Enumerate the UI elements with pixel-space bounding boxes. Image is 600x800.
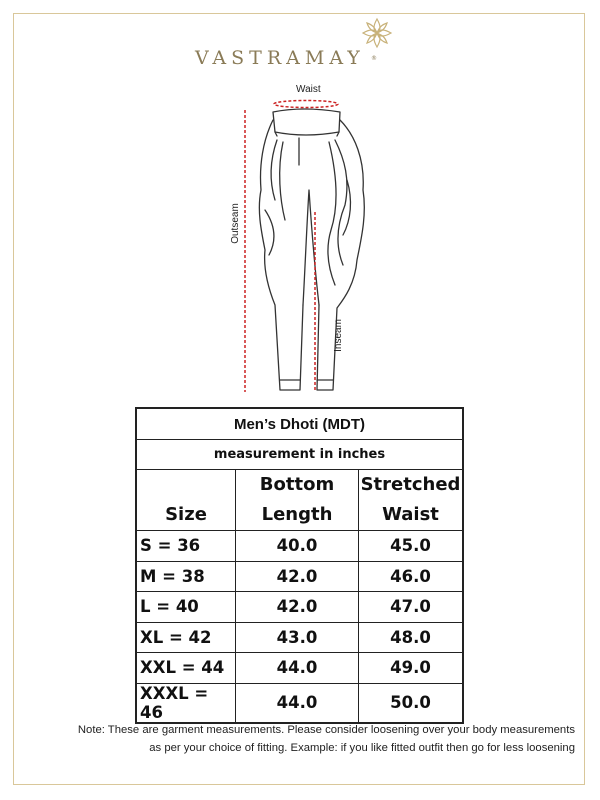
table-row bbox=[136, 653, 463, 684]
waist-label: Waist bbox=[296, 84, 321, 95]
header-stretched-waist: Stretched Waist bbox=[359, 470, 464, 531]
bottom-length-cell: 42.0 bbox=[236, 561, 359, 592]
table-row bbox=[136, 683, 463, 723]
stretched-waist-cell: 48.0 bbox=[359, 622, 464, 653]
size-cell: L = 40 bbox=[136, 592, 236, 623]
header-bottom-length: Bottom Length bbox=[236, 470, 359, 531]
size-cell: XXXL = 46 bbox=[136, 683, 236, 723]
lotus-logo-icon bbox=[360, 16, 394, 50]
table-row bbox=[136, 622, 463, 653]
stretched-waist-cell: 49.0 bbox=[359, 653, 464, 684]
bottom-length-cell: 42.0 bbox=[236, 592, 359, 623]
bottom-length-cell: 43.0 bbox=[236, 622, 359, 653]
table-row bbox=[136, 592, 463, 623]
stretched-waist-cell: 47.0 bbox=[359, 592, 464, 623]
bottom-length-cell: 44.0 bbox=[236, 653, 359, 684]
size-cell: M = 38 bbox=[136, 561, 236, 592]
table-row bbox=[136, 561, 463, 592]
note-line-2: as per your choice of fitting. Example: if you like fitted outfit then go for less loosening bbox=[149, 742, 575, 754]
measurement-note bbox=[25, 721, 575, 757]
size-cell: XL = 42 bbox=[136, 622, 236, 653]
size-cell: S = 36 bbox=[136, 531, 236, 562]
registered-mark: ® bbox=[371, 55, 377, 62]
inseam-label: Inseam bbox=[332, 319, 344, 352]
table-title: Men’s Dhoti (MDT) bbox=[136, 408, 463, 440]
note-line-1: Note: These are garment measurements. Please consider loosening over your body measurements bbox=[77, 724, 575, 736]
stretched-waist-cell: 45.0 bbox=[359, 531, 464, 562]
header-size: Size bbox=[136, 470, 236, 531]
size-cell: XXL = 44 bbox=[136, 653, 236, 684]
dhoti-pants-illustration bbox=[225, 80, 385, 400]
bottom-length-cell: 40.0 bbox=[236, 531, 359, 562]
dhoti-diagram bbox=[225, 80, 385, 404]
brand-name: VASTRAMAY bbox=[195, 47, 365, 69]
size-chart-table bbox=[135, 407, 464, 724]
stretched-waist-cell: 50.0 bbox=[359, 683, 464, 723]
stretched-waist-cell: 46.0 bbox=[359, 561, 464, 592]
bottom-length-cell: 44.0 bbox=[236, 683, 359, 723]
outseam-label: Outseam bbox=[229, 203, 241, 244]
table-subtitle: measurement in inches bbox=[136, 440, 463, 470]
table-row bbox=[136, 531, 463, 562]
